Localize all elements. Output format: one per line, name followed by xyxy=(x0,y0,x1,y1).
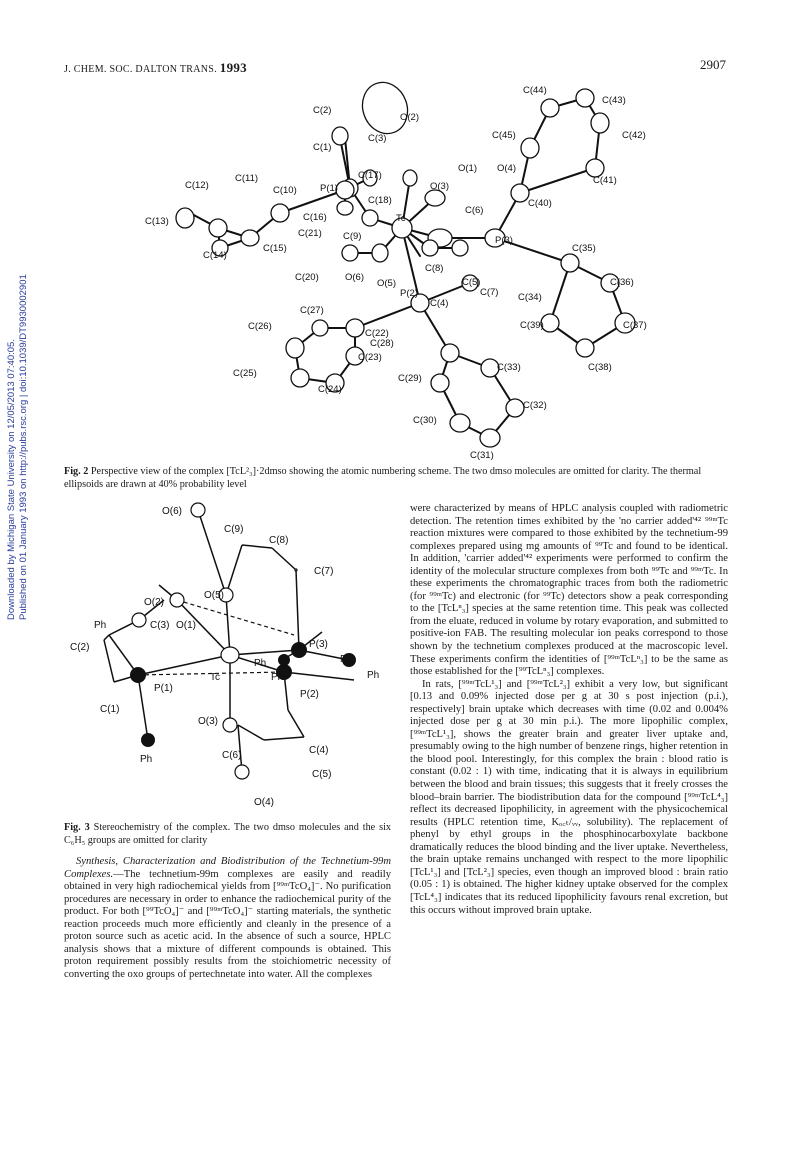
atom-label: Ph xyxy=(271,672,284,683)
atom-label: Ph xyxy=(254,658,267,669)
atom-label: C(1) xyxy=(313,142,332,153)
atom-label: C(13) xyxy=(145,216,169,227)
download-stamp[interactable]: Downloaded by Michigan State University on 12/05/2013 07:40:05. xyxy=(6,339,17,620)
fig2-caption-text: Perspective view of the complex [TcL²₃]·2dmso showing the atomic numbering scheme. The two dmso molecules are omitted for clarity. The thermal ellipsoids are drawn at 40% probability level xyxy=(64,466,702,490)
atom-label: C(42) xyxy=(622,130,646,141)
running-header xyxy=(64,60,247,76)
atom-label: P(2) xyxy=(400,288,418,299)
atom-label: C(14) xyxy=(203,250,227,261)
atom-label: O(2) xyxy=(400,112,419,123)
atom-label: C(24) xyxy=(318,384,342,395)
atom-label: C(3) xyxy=(368,133,387,144)
atom-label: Tc xyxy=(210,672,220,683)
atom-label: O(4) xyxy=(254,797,274,808)
atom-label: O(1) xyxy=(458,163,477,174)
atom-label: P(3) xyxy=(309,639,328,650)
atom-label: C(6) xyxy=(465,205,484,216)
atom-label: C(16) xyxy=(303,212,327,223)
atom-label: C(6) xyxy=(222,750,242,761)
atom-label: C(33) xyxy=(497,362,521,373)
atom-label: O(4) xyxy=(497,163,516,174)
atom-label: C(5) xyxy=(312,769,332,780)
atom-label: Ph xyxy=(140,754,153,765)
atom-label: C(4) xyxy=(309,745,329,756)
atom-label: C(1) xyxy=(100,704,120,715)
fig2-caption-label: Fig. 2 xyxy=(64,466,89,477)
atom-label: C(4) xyxy=(430,298,449,309)
fig3-caption-label: Fig. 3 xyxy=(64,822,90,833)
left-column-text xyxy=(64,856,391,981)
fig2-caption xyxy=(64,466,728,491)
atom-label: C(11) xyxy=(235,173,259,184)
atom-label: C(21) xyxy=(298,228,322,239)
atom-label: C(5) xyxy=(462,277,481,288)
atom-label: C(34) xyxy=(518,292,542,303)
atom-label: C(36) xyxy=(610,277,634,288)
paragraph-hplc: were characterized by means of HPLC analysis coupled with radiometric detection. The retention times exhibited by the 'no carrier added'⁴² ⁹⁹ᵐTc reaction mixtures were compared to those exhibited by the technetium-99 complexes prepared using mg amounts of ⁹⁹Tc and found to be identical. In addition, 'carrier added'⁴² experiments were performed to confirm the identity of the molecular structure complexes from both ⁹⁹Tc and ⁹⁹ᵐTc. In these experiments the chromatographic traces from both the radiometric (for ⁹⁹ᵐTc) and electronic (for ⁹⁹Tc) detectors show a peak corresponding to the [TcLⁿ₃] species at the same retention time. This peak was collected from the eluate, reduced in volume by rotary evaporation, and submitted to positive-ion FAB. The resulting molecular ion peaks correspond to those shown by the technetium complexes produced at the macroscopic level. These experiments confirm the identities of [⁹⁹ᵐTcLⁿ₃] to be the same as those established for the [⁹⁹TcLⁿ₃] complexes. xyxy=(410,503,729,678)
atom-label: C(22) xyxy=(365,328,389,339)
atom-label: Ph xyxy=(94,620,107,631)
paragraph-biodistribution: In rats, [⁹⁹ᵐTcL¹₃] and [⁹⁹ᵐTcL²₃] exhibit a very low, but significant [0.13 and 0.09% injected dose per g at 30 s post injection (p.i.), respectively] brain uptake which decreases with time (0.02 and 0.004% injected dose per g at 30 min p.i.). The more lipophilic complex, [⁹⁹ᵐTcL¹₃], shows the greater brain and greater liver uptake and, presumably owing to the high number of benzene rings, higher retention in the blood pool. Interestingly, for this complex the brain : blood ratio is constant (0.02 : 1) with time, indicating that it is always in equilibrium between the blood and brain tissues; this suggests that it freely crosses the blood–brain barrier. The biodistribution data for the compound [⁹⁹ᵐTcL⁴₃] reflect its decreased lipophilicity, in agreement with the physicochemical results (HPLC retention time, Kₒ꜀ₜ/ᵥᵥ, solubility). The replacement of phenyl by ethyl groups in the phosphinocarboxylate backbone dramatically reduces the blood binding and the liver uptake. Nevertheless, the brain uptake remains unchanged with respect to the more lipophilic [TcL¹₃] and [TcL²₃] species, even though an improved blood : brain ratio (0.05 : 1) is obtained. The higher kidney uptake observed for the complex [TcL⁴₃] indicates that its reduced lipophilicity favours renal excretion, but this occurs without improved brain uptake. xyxy=(410,678,728,916)
fig3-stereo-diagram xyxy=(64,500,394,818)
atom-label: P(1) xyxy=(320,183,338,194)
atom-label: C(26) xyxy=(248,321,272,332)
atom-label: C(20) xyxy=(295,272,319,283)
journal-name: J. CHEM. SOC. DALTON TRANS. xyxy=(64,64,217,75)
atom-label: C(17) xyxy=(358,170,382,181)
atom-label: Ph xyxy=(367,670,380,681)
atom-label: C(37) xyxy=(623,320,647,331)
atom-label: O(6) xyxy=(345,272,364,283)
atom-label: C(9) xyxy=(343,231,362,242)
atom-label: C(8) xyxy=(269,535,289,546)
section-heading: Synthesis, Characterization and Biodistribution of the Technetium-99m Complexes. xyxy=(64,856,391,880)
journal-year: 1993 xyxy=(219,60,247,75)
atom-label: C(2) xyxy=(313,105,332,116)
atom-label: C(43) xyxy=(602,95,626,106)
atom-label: C(15) xyxy=(263,243,287,254)
atom-label: O(5) xyxy=(377,278,396,289)
atom-label: C(31) xyxy=(470,450,494,461)
atom-label: C(7) xyxy=(480,287,499,298)
fig3-caption-text: Stereochemistry of the complex. The two dmso molecules and the six C₆H₅ groups are omitted for clarity xyxy=(64,822,392,846)
atom-label: C(8) xyxy=(425,263,444,274)
atom-label: O(2) xyxy=(144,597,164,608)
page-number: 2907 xyxy=(700,57,726,72)
atom-label: O(6) xyxy=(162,506,182,517)
doi-stamp[interactable]: Published on 01 January 1993 on http://pubs.rsc.org | doi:10.1039/DT9930002901 xyxy=(18,274,29,620)
atom-label: C(44) xyxy=(523,85,547,96)
atom-label: C(7) xyxy=(314,566,334,577)
fig2-orteb-diagram xyxy=(140,78,670,463)
atom-label: C(35) xyxy=(572,243,596,254)
atom-label: C(12) xyxy=(185,180,209,191)
atom-label: C(25) xyxy=(233,368,257,379)
atom-label: C(45) xyxy=(492,130,516,141)
atom-label: C(27) xyxy=(300,305,324,316)
atom-label: O(3) xyxy=(198,716,218,727)
section-body: —The technetium-99m complexes are easily and readily obtained in very high radiochemical yields from [⁹⁹ᵐTcO₄]⁻. No purification procedures are necessary in order to enhance the radiochemical purity of the product. For both [⁹⁹TcO₄]⁻ and [⁹⁹ᵐTcO₄]⁻ starting materials, the synthetic reaction proceeds much more efficiently and cleanly in the presence of a proton source such as acetic acid. In the absence of such a source, HPLC analysis shows that a mixture of different compounds is obtained. This proton requirement possibly results from the stoichiometric necessity of converting the oxo groups of pertechnetate into water. All the complexes xyxy=(64,868,391,980)
atom-label: C(23) xyxy=(358,352,382,363)
atom-label: O(1) xyxy=(176,620,196,631)
atom-label: C(32) xyxy=(523,400,547,411)
atom-label: C(40) xyxy=(528,198,552,209)
atom-label: C(30) xyxy=(413,415,437,426)
fig3-caption xyxy=(64,822,391,847)
atom-label: C(38) xyxy=(588,362,612,373)
atom-label: C(41) xyxy=(593,175,617,186)
right-column-text xyxy=(410,503,728,917)
atom-label: O(5) xyxy=(204,590,224,601)
atom-label: Tc xyxy=(396,213,406,224)
atom-label: Ph xyxy=(340,654,353,665)
atom-label: P(3) xyxy=(495,235,513,246)
atom-label: C(18) xyxy=(368,195,392,206)
atom-label: C(2) xyxy=(70,642,90,653)
atom-label: C(10) xyxy=(273,185,297,196)
atom-label: C(9) xyxy=(224,524,244,535)
atom-label: C(3) xyxy=(150,620,170,631)
atom-label: P(1) xyxy=(154,683,173,694)
atom-label: O(3) xyxy=(430,181,449,192)
atom-label: C(28) xyxy=(370,338,394,349)
atom-label: P(2) xyxy=(300,689,319,700)
atom-label: C(29) xyxy=(398,373,422,384)
atom-label: C(39) xyxy=(520,320,544,331)
